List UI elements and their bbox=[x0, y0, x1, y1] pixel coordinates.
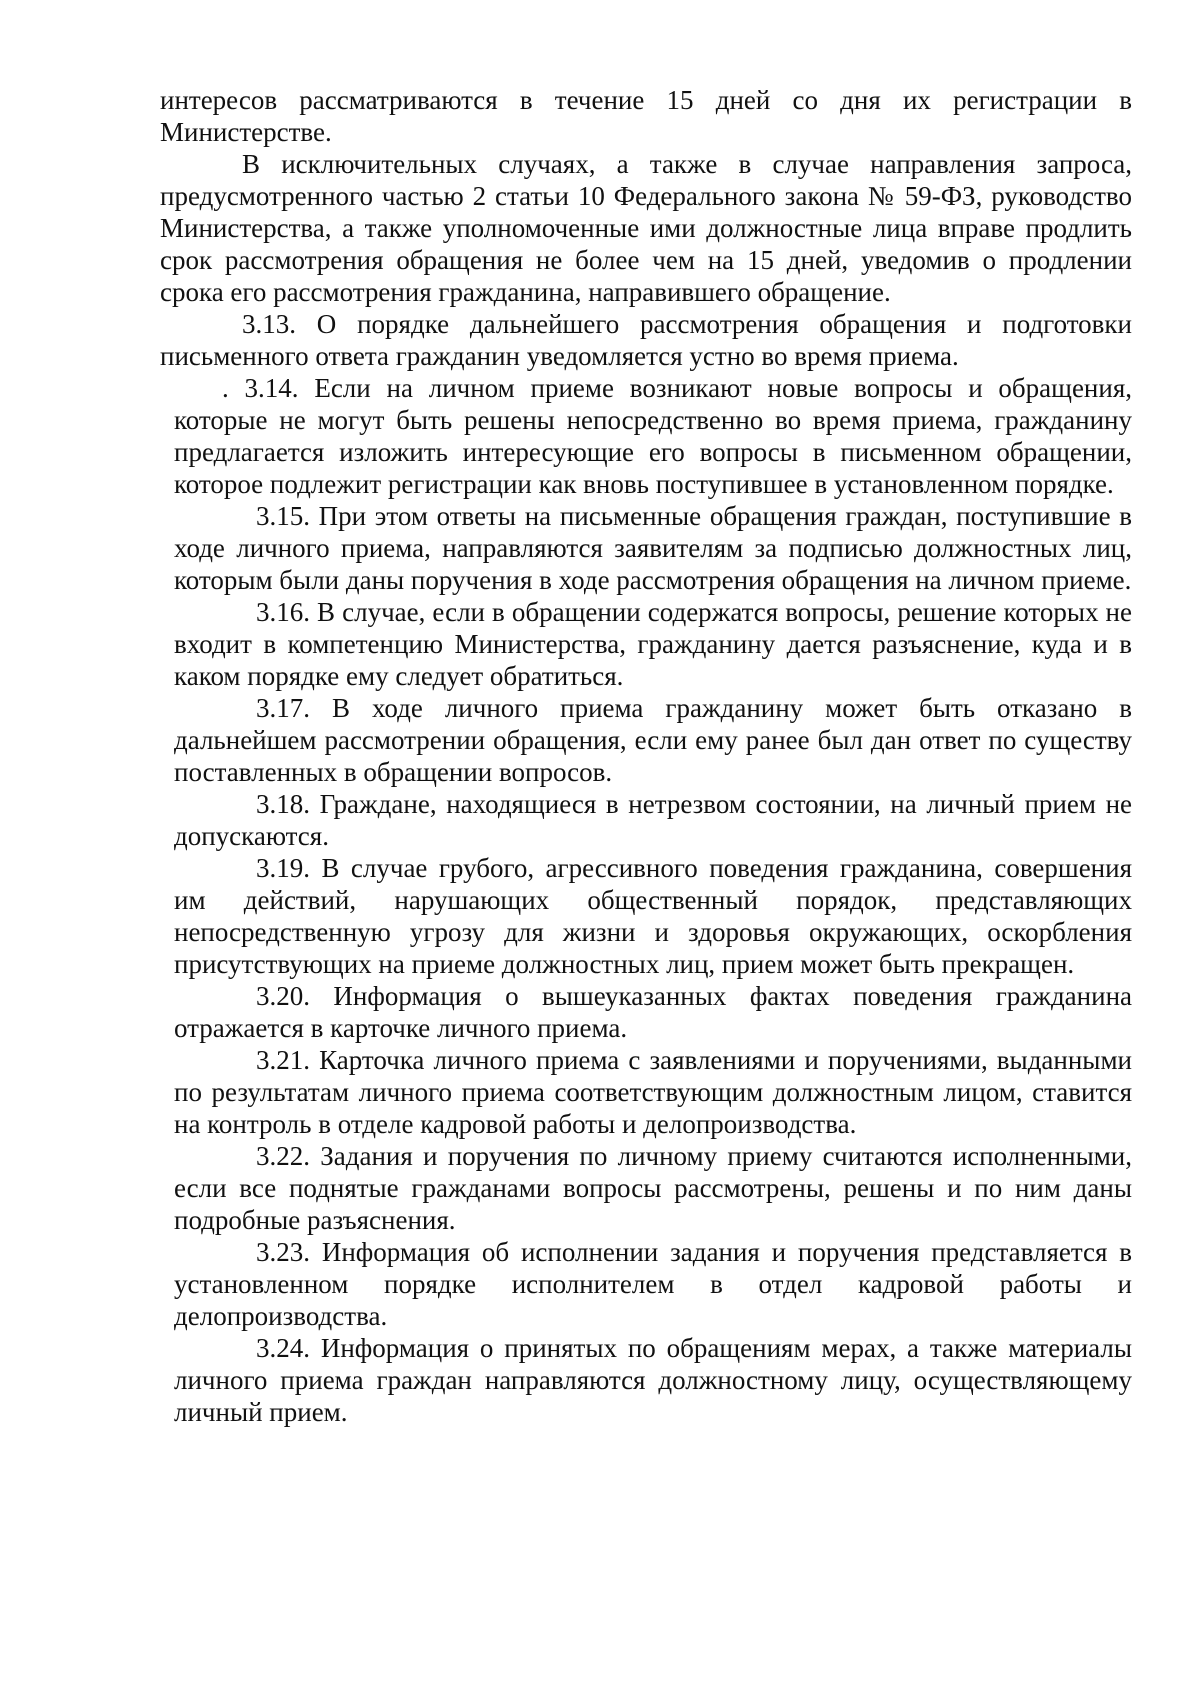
paragraph-3-14: . 3.14. Если на личном приеме возникают новые вопросы и обращения, которые не могут быть решены непосредственно во время приема, гражданину предлагается изложить интересующие его вопросы в письменном обращении, которое подлежит регистрации как вновь поступившее в установленном порядке. bbox=[174, 373, 1132, 499]
paragraph-3-22: 3.22. Задания и поручения по личному приему считаются исполненными, если все поднятые гражданами вопросы рассмотрены, решены и по ним даны подробные разъяснения. bbox=[174, 1141, 1132, 1235]
paragraph-3-24: 3.24. Информация о принятых по обращениям мерах, а также материалы личного приема граждан направляются должностному лицу, осуществляющему личный прием. bbox=[174, 1333, 1132, 1427]
paragraph-3-17: 3.17. В ходе личного приема гражданину может быть отказано в дальнейшем рассмотрении обращения, если ему ранее был дан ответ по существу поставленных в обращении вопросов. bbox=[174, 693, 1132, 787]
paragraph-3-20: 3.20. Информация о вышеуказанных фактах поведения гражданина отражается в карточке личного приема. bbox=[174, 981, 1132, 1043]
paragraph-3-23: 3.23. Информация об исполнении задания и поручения представляется в установленном порядке исполнителем в отдел кадровой работы и делопроизводства. bbox=[174, 1237, 1132, 1331]
paragraph-3-21: 3.21. Карточка личного приема с заявлениями и поручениями, выданными по результатам личного приема соответствующим должностным лицом, ставится на контроль в отделе кадровой работы и делопроизводства. bbox=[174, 1045, 1132, 1139]
document-body bbox=[160, 84, 1132, 1428]
paragraph-3-18: 3.18. Граждане, находящиеся в нетрезвом состоянии, на личный прием не допускаются. bbox=[174, 789, 1132, 851]
paragraph-exceptional-cases: В исключительных случаях, а также в случае направления запроса, предусмотренного частью 2 статьи 10 Федерального закона № 59-ФЗ, руководство Министерства, а также уполномоченные ими должностные лица вправе продлить срок рассмотрения обращения не более чем на 15 дней, уведомив о продлении срока его рассмотрения гражданина, направившего обращение. bbox=[160, 149, 1132, 307]
paragraph-3-13: 3.13. О порядке дальнейшего рассмотрения обращения и подготовки письменного ответа гражданин уведомляется устно во время приема. bbox=[160, 309, 1132, 371]
paragraph-continuation: интересов рассматриваются в течение 15 дней со дня их регистрации в Министерстве. bbox=[160, 85, 1132, 147]
paragraph-3-16: 3.16. В случае, если в обращении содержатся вопросы, решение которых не входит в компетенцию Министерства, гражданину дается разъяснение, куда и в каком порядке ему следует обратиться. bbox=[174, 597, 1132, 691]
paragraph-3-19: 3.19. В случае грубого, агрессивного поведения гражданина, совершения им действий, нарушающих общественный порядок, представляющих непосредственную угрозу для жизни и здоровья окружающих, оскорбления присутствующих на приеме должностных лиц, прием может быть прекращен. bbox=[174, 853, 1132, 979]
paragraph-3-15: 3.15. При этом ответы на письменные обращения граждан, поступившие в ходе личного приема, направляются заявителям за подписью должностных лиц, которым были даны поручения в ходе рассмотрения обращения на личном приеме. bbox=[174, 501, 1132, 595]
